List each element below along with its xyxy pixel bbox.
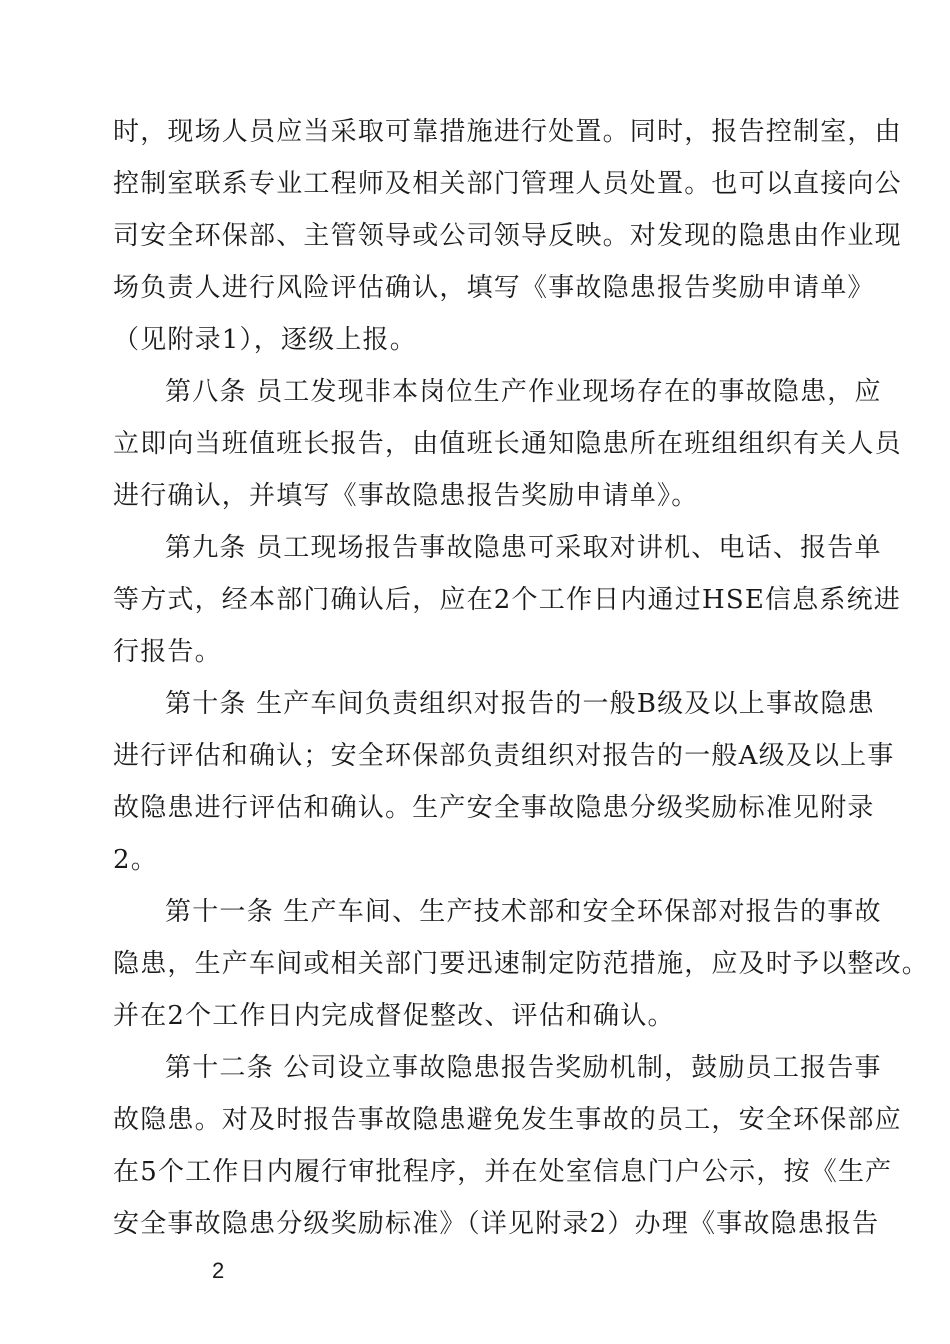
article-12-line: 第十二条 公司设立事故隐患报告奖励机制，鼓励员工报告事 [165, 1053, 882, 1083]
article-8-line: 第八条 员工发现非本岗位生产作业现场存在的事故隐患，应 [165, 377, 882, 407]
text-line: 故隐患进行评估和确认。生产安全事故隐患分级奖励标准见附录 [113, 793, 875, 823]
text-line: 并在2个工作日内完成督促整改、评估和确认。 [113, 1001, 675, 1031]
text-line: 故隐患。对及时报告事故隐患避免发生事故的员工，安全环保部应 [113, 1105, 902, 1135]
text-line: 司安全环保部、主管领导或公司领导反映。对发现的隐患由作业现 [113, 221, 902, 251]
page-number: 2 [212, 1258, 225, 1283]
text-line: 在5个工作日内履行审批程序，并在处室信息门户公示，按《生产 [113, 1157, 893, 1187]
text-line: 进行确认，并填写《事故隐患报告奖励申请单》。 [113, 481, 699, 511]
text-line: 隐患，生产车间或相关部门要迅速制定防范措施，应及时予以整改。 [113, 949, 930, 979]
text-line: 立即向当班值班长报告，由值班长通知隐患所在班组组织有关人员 [113, 429, 902, 459]
text-line: （见附录1），逐级上报。 [113, 325, 417, 355]
text-line: 2。 [113, 845, 158, 875]
article-9-line: 第九条 员工现场报告事故隐患可采取对讲机、电话、报告单 [165, 533, 882, 563]
text-line: 场负责人进行风险评估确认，填写《事故隐患报告奖励申请单》 [113, 273, 875, 303]
article-10-line: 第十条 生产车间负责组织对报告的一般B级及以上事故隐患 [165, 689, 875, 719]
text-line: 安全事故隐患分级奖励标准》（详见附录2）办理《事故隐患报告 [113, 1209, 880, 1239]
text-line: 进行评估和确认；安全环保部负责组织对报告的一般A级及以上事 [113, 741, 895, 771]
text-line: 等方式，经本部门确认后，应在2个工作日内通过HSE信息系统进 [113, 585, 902, 615]
text-line: 时，现场人员应当采取可靠措施进行处置。同时，报告控制室，由 [113, 117, 902, 147]
article-11-line: 第十一条 生产车间、生产技术部和安全环保部对报告的事故 [165, 897, 882, 927]
text-line: 控制室联系专业工程师及相关部门管理人员处置。也可以直接向公 [113, 169, 902, 199]
text-line: 行报告。 [113, 637, 222, 667]
